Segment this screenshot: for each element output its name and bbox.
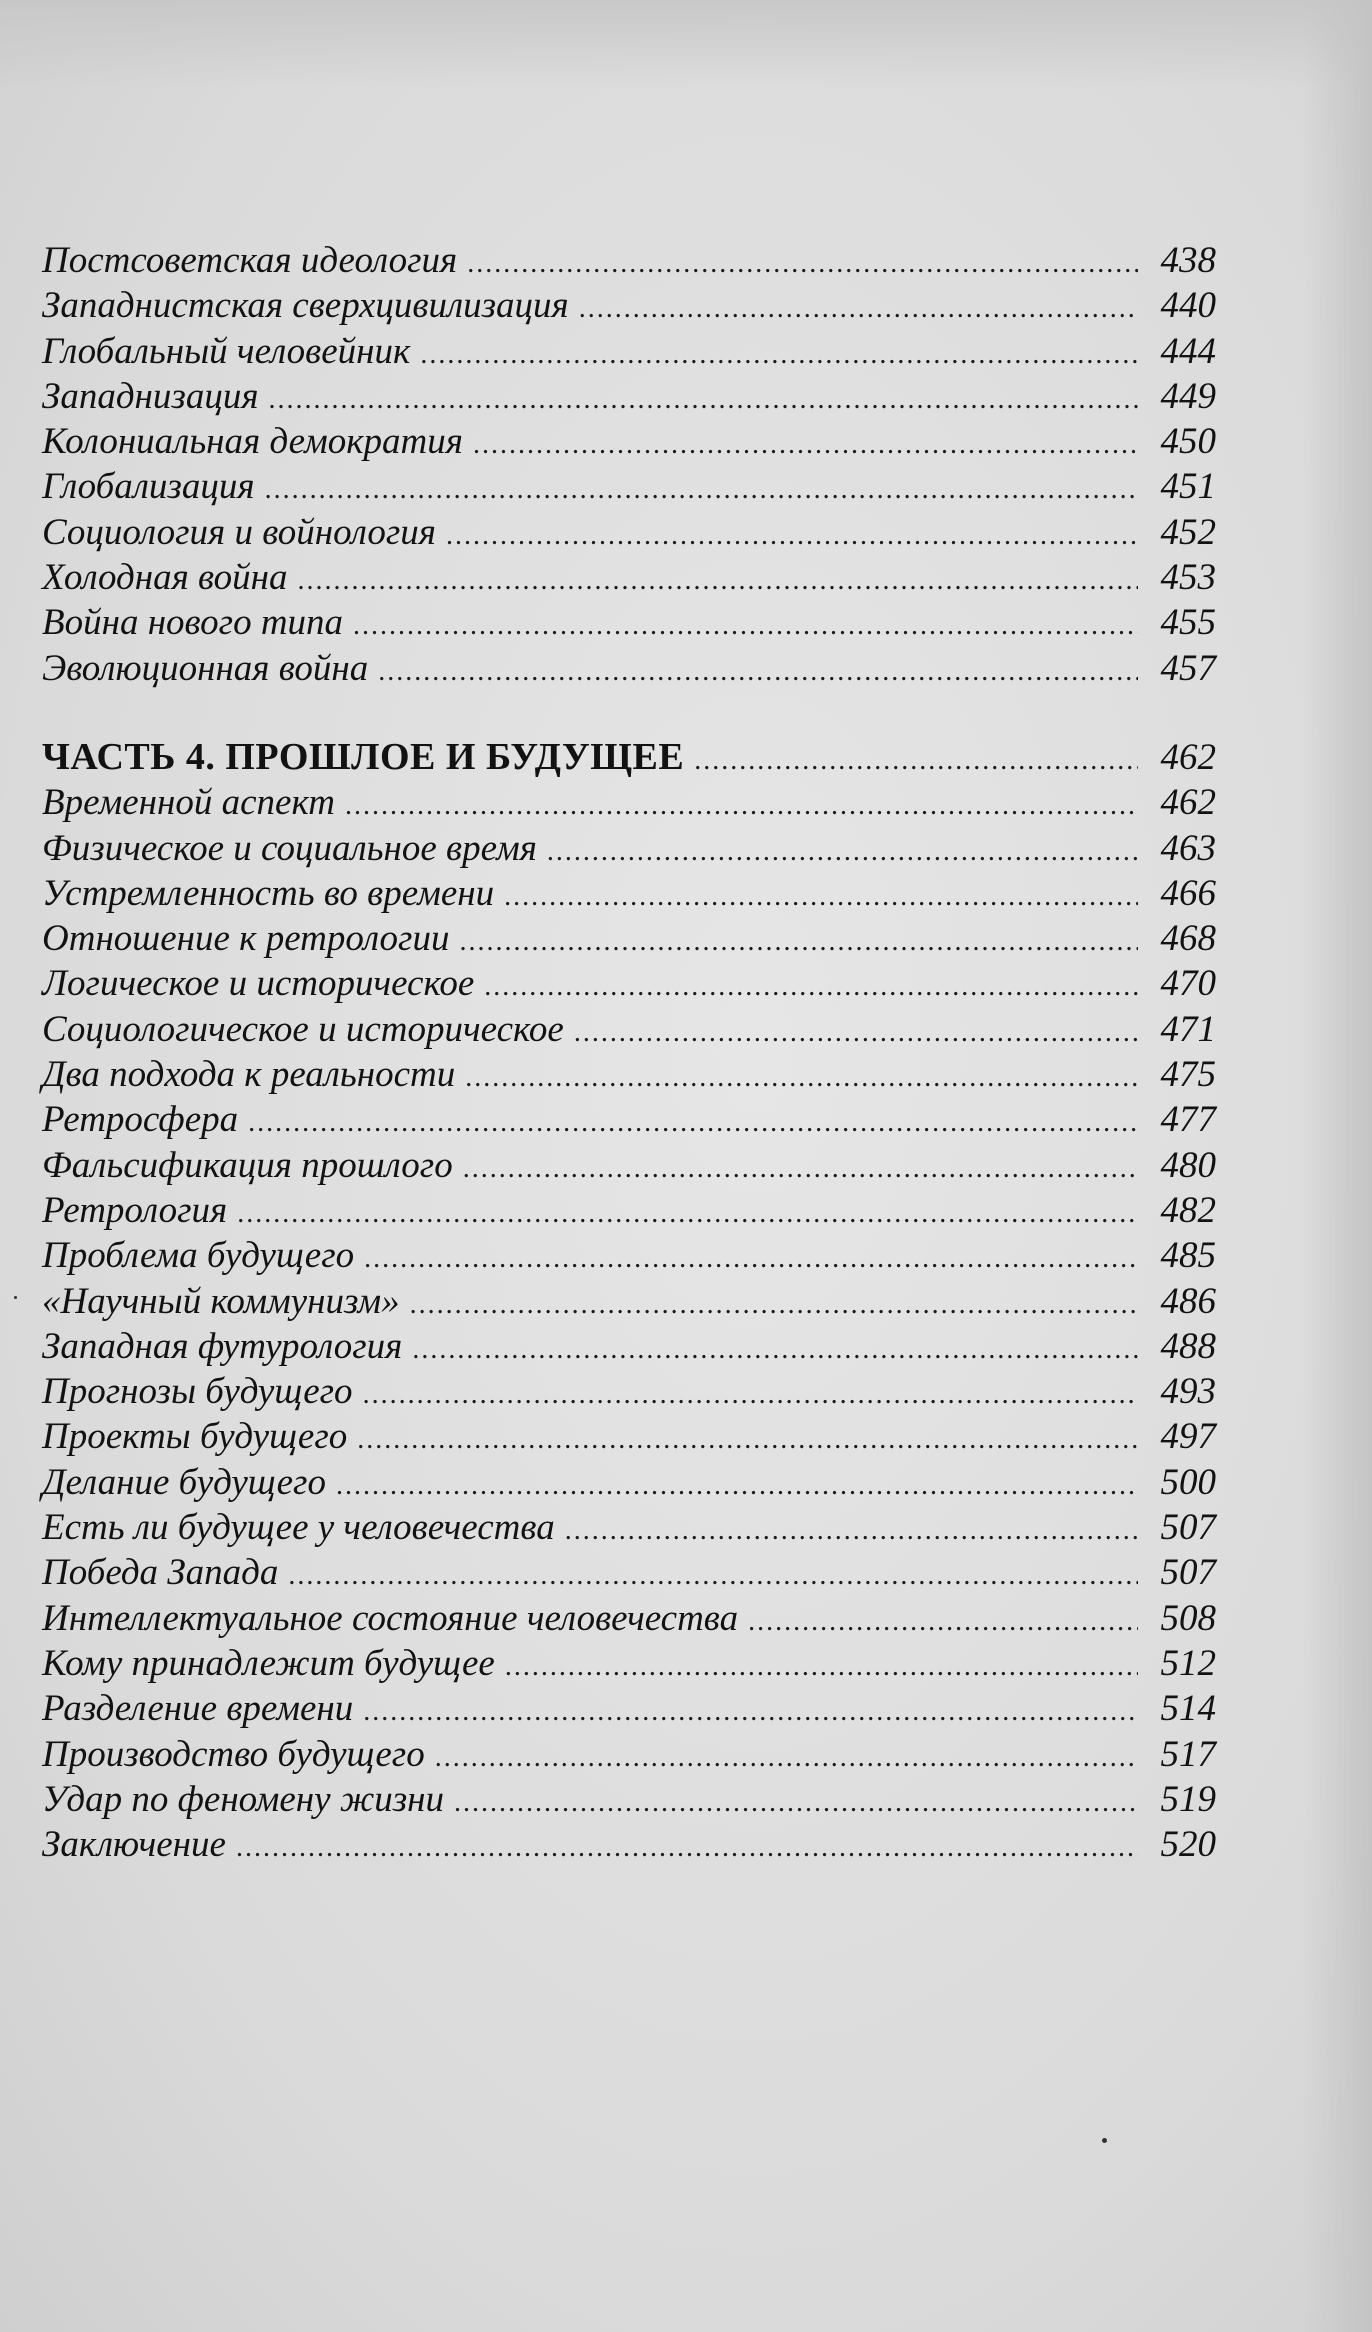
toc-leader-dots [446, 513, 1138, 558]
toc-leader-dots [484, 964, 1138, 1009]
toc-entry[interactable] [42, 555, 1216, 600]
part-heading-page: 462 [1160, 737, 1216, 778]
toc-entry-title: Заключение [42, 1824, 226, 1866]
toc-entry-page: 462 [1160, 782, 1216, 824]
toc-entry-title: Эволюционная война [42, 647, 369, 689]
toc-entry-page: 450 [1160, 421, 1216, 463]
toc-leader-dots [473, 422, 1138, 467]
toc-entry-page: 517 [1160, 1733, 1216, 1775]
toc-entry-title: Западная футурология [42, 1325, 403, 1367]
toc-entry[interactable] [42, 1188, 1216, 1233]
toc-entry[interactable] [42, 646, 1216, 691]
toc-entry-page: 457 [1160, 647, 1216, 689]
toc-entry[interactable] [42, 1097, 1216, 1142]
toc-entry-title: Проекты будущего [42, 1416, 348, 1458]
toc-entry[interactable] [42, 1143, 1216, 1188]
toc-entry-page: 452 [1160, 511, 1216, 553]
toc-entry-page: 455 [1160, 602, 1216, 644]
toc-entry-page: 466 [1160, 872, 1216, 914]
toc-entry-page: 507 [1160, 1507, 1216, 1549]
toc-leader-dots [412, 1327, 1138, 1372]
toc-entry-page: 482 [1160, 1189, 1216, 1231]
toc-leader-dots [269, 377, 1138, 422]
toc-entry-page: 468 [1160, 918, 1216, 960]
toc-entry-title: Есть ли будущее у человечества [42, 1507, 555, 1549]
toc-entry-title: Глобализация [42, 466, 255, 508]
toc-entry-title: Временной аспект [42, 782, 335, 824]
toc-entry-page: 451 [1160, 466, 1216, 508]
toc-entry-title: Два подхода к реальности [42, 1054, 456, 1096]
scan-speck [14, 1296, 17, 1299]
toc-entry-title: Колониальная демократия [42, 421, 463, 463]
toc-entry[interactable] [42, 871, 1216, 916]
toc-entry[interactable] [42, 1686, 1216, 1731]
toc-entry[interactable] [42, 1641, 1216, 1686]
toc-list-part-4 [42, 735, 1216, 1867]
toc-entry-page: 520 [1160, 1824, 1216, 1866]
toc-leader-dots [465, 1055, 1138, 1100]
toc-leader-dots [353, 603, 1138, 648]
toc-entry-title: Социология и войнология [42, 511, 436, 553]
toc-entry[interactable] [42, 374, 1216, 419]
scan-speck [1102, 2138, 1107, 2143]
toc-leader-dots [420, 332, 1138, 377]
toc-entry-page: 500 [1160, 1461, 1216, 1503]
toc-entry-page: 493 [1160, 1371, 1216, 1413]
toc-entry-page: 512 [1160, 1642, 1216, 1684]
toc-entry-title: Разделение времени [42, 1688, 354, 1730]
toc-entry-title: Кому принадлежит будущее [42, 1642, 495, 1684]
toc-entry-page: 470 [1160, 963, 1216, 1005]
toc-entry-title: Фальсификация прошлого [42, 1144, 453, 1186]
toc-leader-dots [410, 1282, 1138, 1327]
toc-entry-title: Ретросфера [42, 1099, 239, 1141]
toc-leader-dots [574, 1010, 1138, 1055]
toc-entry-page: 440 [1160, 285, 1216, 327]
toc-leader-dots [505, 1644, 1138, 1689]
toc-entry-page: 519 [1160, 1778, 1216, 1820]
toc-leader-dots [364, 1236, 1138, 1281]
toc-entry-page: 475 [1160, 1054, 1216, 1096]
toc-entry[interactable] [42, 419, 1216, 464]
toc-entry[interactable] [42, 1052, 1216, 1097]
toc-entry-page: 480 [1160, 1144, 1216, 1186]
toc-leader-dots [467, 241, 1138, 286]
toc-leader-dots [748, 1599, 1138, 1644]
toc-leader-dots [237, 1191, 1138, 1236]
toc-entry[interactable] [42, 238, 1216, 283]
toc-entry-title: Победа Запада [42, 1552, 279, 1594]
toc-leader-dots [345, 783, 1138, 828]
toc-entry-title: Западнизация [42, 375, 259, 417]
toc-entry[interactable] [42, 1324, 1216, 1369]
toc-leader-dots [547, 829, 1138, 874]
toc-entry[interactable] [42, 1369, 1216, 1414]
toc-entry[interactable] [42, 1007, 1216, 1052]
toc-entry-title: Физическое и социальное время [42, 827, 537, 869]
toc-entry[interactable] [42, 1414, 1216, 1459]
toc-leader-dots [454, 1780, 1138, 1825]
toc-entry-page: 444 [1160, 330, 1216, 372]
page-edge-shadow [1302, 0, 1372, 2332]
toc-entry-page: 438 [1160, 240, 1216, 281]
toc-entry-page: 508 [1160, 1597, 1216, 1639]
toc-leader-dots [694, 738, 1138, 783]
toc-leader-dots [265, 467, 1138, 512]
toc-leader-dots [288, 1553, 1138, 1598]
toc-entry-title: Глобальный человейник [42, 330, 411, 372]
toc-entry[interactable] [42, 1233, 1216, 1278]
toc-leader-dots [565, 1508, 1138, 1553]
toc-entry[interactable] [42, 1596, 1216, 1641]
toc-entry[interactable] [42, 1732, 1216, 1777]
toc-entry-title: Логическое и историческое [42, 963, 475, 1005]
toc-entry[interactable] [42, 329, 1216, 374]
toc-entry[interactable] [42, 283, 1216, 328]
toc-entry-title: Проблема будущего [42, 1235, 355, 1277]
toc-entry-page: 453 [1160, 557, 1216, 599]
toc-entry-title: Устремленность во времени [42, 872, 495, 914]
toc-entry[interactable] [42, 1822, 1216, 1867]
toc-leader-dots [248, 1100, 1138, 1145]
toc-entry-title: Постсоветская идеология [42, 240, 458, 281]
toc-entry-title: Социологическое и историческое [42, 1008, 564, 1050]
toc-leader-dots [236, 1825, 1138, 1870]
toc-entry-title: Делание будущего [42, 1461, 326, 1503]
toc-entry-page: 463 [1160, 827, 1216, 869]
toc-entry[interactable] [42, 1460, 1216, 1505]
toc-entry-title: Война нового типа [42, 602, 344, 644]
toc-leader-dots [298, 558, 1139, 603]
toc-entry-title: Интеллектуальное состояние человечества [42, 1597, 739, 1639]
toc-leader-dots [460, 919, 1139, 964]
toc-entry[interactable] [42, 826, 1216, 871]
toc-leader-dots [363, 1372, 1138, 1417]
toc-entry-title: Западнистская сверхцивилизация [42, 285, 569, 327]
toc-entry-page: 449 [1160, 375, 1216, 417]
toc-entry[interactable] [42, 1279, 1216, 1324]
toc-leader-dots [504, 874, 1138, 919]
toc-entry-page: 488 [1160, 1325, 1216, 1367]
toc-leader-dots [363, 1689, 1138, 1734]
toc-entry[interactable] [42, 961, 1216, 1006]
toc-entry-title: Удар по феномену жизни [42, 1778, 445, 1820]
toc-entry-title: Прогнозы будущего [42, 1371, 353, 1413]
toc-leader-dots [463, 1146, 1138, 1191]
toc-entry-title: «Научный коммунизм» [42, 1280, 400, 1322]
toc-entry-page: 477 [1160, 1099, 1216, 1141]
toc-leader-dots [357, 1417, 1138, 1462]
toc-entry[interactable] [42, 1505, 1216, 1550]
toc-entry-page: 514 [1160, 1688, 1216, 1730]
toc-entry[interactable] [42, 1550, 1216, 1595]
toc-entry[interactable] [42, 916, 1216, 961]
toc-part-heading[interactable] [42, 735, 1216, 780]
toc-leader-dots [435, 1735, 1138, 1780]
toc-entry-page: 497 [1160, 1416, 1216, 1458]
toc-entry[interactable] [42, 510, 1216, 555]
toc-entry[interactable] [42, 1777, 1216, 1822]
page-shadow [0, 0, 1372, 90]
toc-entry-title: Производство будущего [42, 1733, 425, 1775]
toc-entry[interactable] [42, 464, 1216, 509]
toc-entry-page: 486 [1160, 1280, 1216, 1322]
toc-entry-title: Ретрология [42, 1189, 228, 1231]
toc-entry-page: 485 [1160, 1235, 1216, 1277]
toc-entry-page: 507 [1160, 1552, 1216, 1594]
toc-leader-dots [336, 1463, 1138, 1508]
toc-leader-dots [579, 286, 1138, 331]
toc-list-section-1 [42, 238, 1216, 691]
toc-entry-title: Холодная война [42, 557, 288, 599]
toc-entry-page: 471 [1160, 1008, 1216, 1050]
toc-entry[interactable] [42, 600, 1216, 645]
toc-leader-dots [378, 649, 1138, 694]
toc-entry-title: Отношение к ретрологии [42, 918, 450, 960]
part-heading-title: ЧАСТЬ 4. ПРОШЛОЕ И БУДУЩЕЕ [42, 736, 685, 778]
toc-entry[interactable] [42, 780, 1216, 825]
